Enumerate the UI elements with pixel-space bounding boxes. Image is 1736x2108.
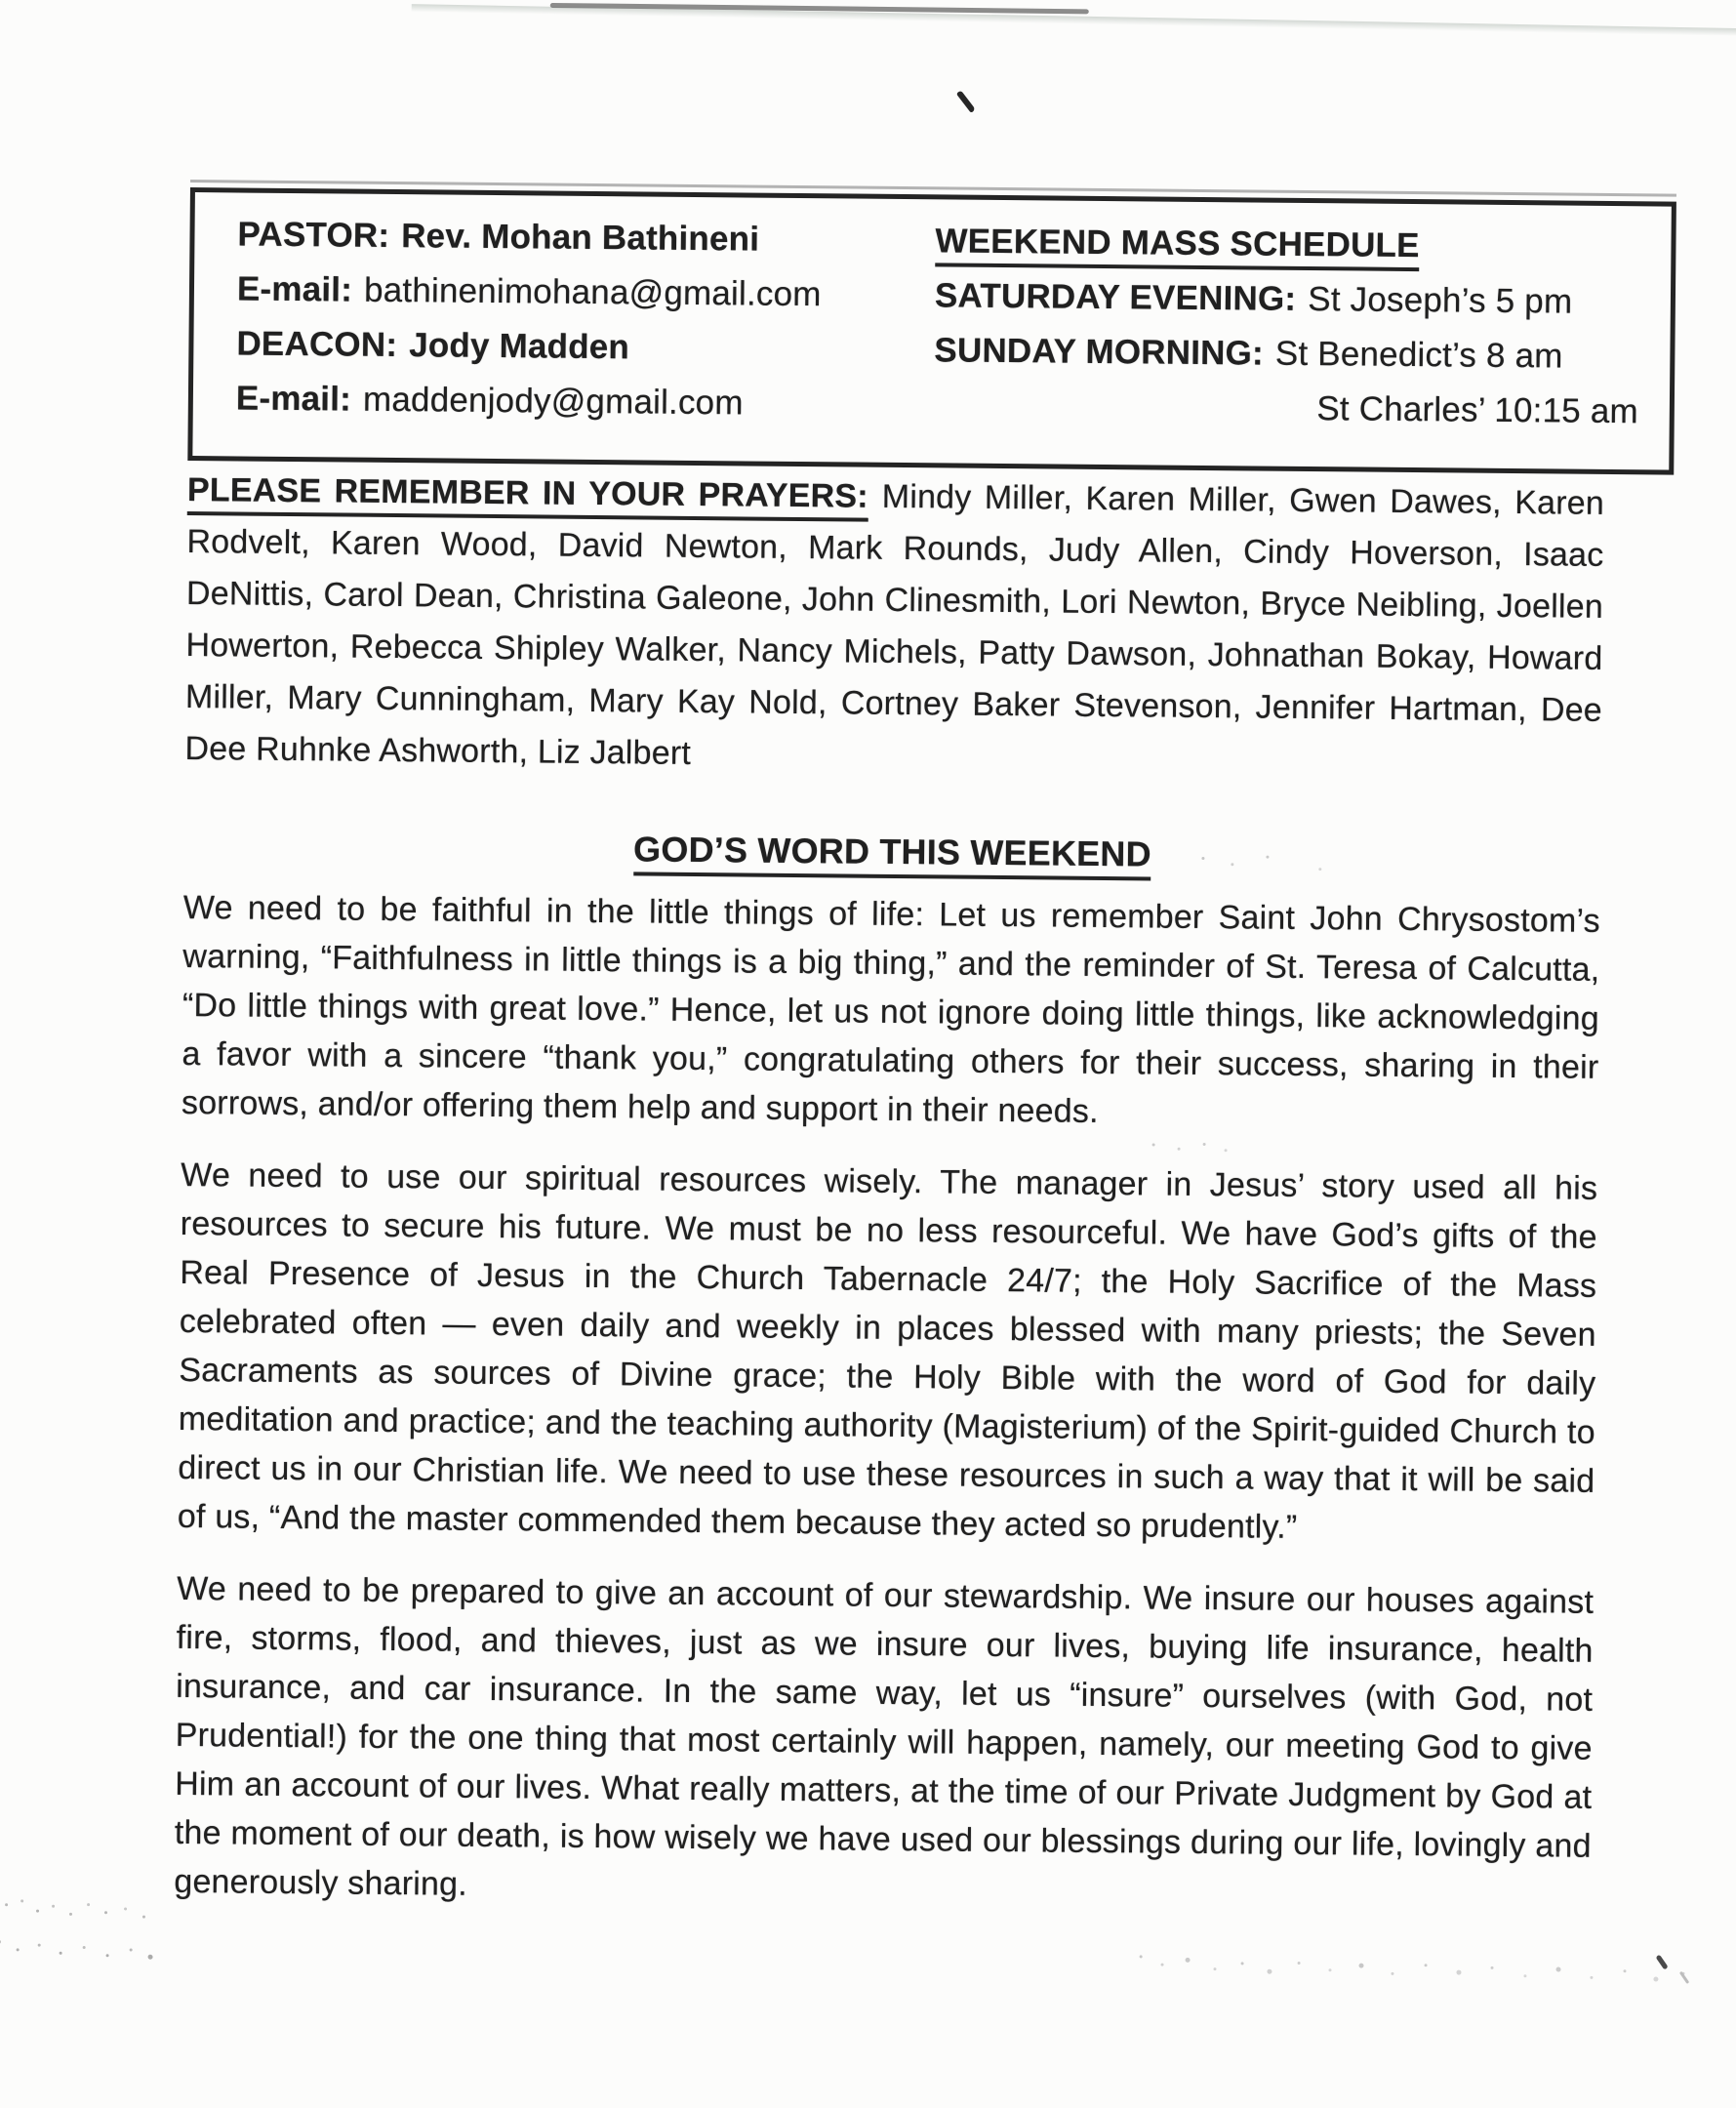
deacon-name: Jody Madden bbox=[408, 326, 630, 367]
deacon-line bbox=[236, 316, 935, 378]
scan-speckle-mark-corner bbox=[1656, 1955, 1669, 1970]
contact-schedule-box bbox=[187, 187, 1676, 475]
paragraph-stewardship: We need to be prepared to give an account of our stewardship. We insure our houses against fire, storms, flood, and thieves, just as we insure our lives, buying life insurance, health insurance, and car insurance. In the same way, let us “insure” ourselves (with God, not Prudential!) for the one thing that most certainly will happen, namely, our meeting God to give Him an account of our lives. What really matters, at the time of our Private Judgment by God at the moment of our death, is how wisely we have used our blessings during our life, lovingly and generously sharing. bbox=[174, 1569, 1595, 1903]
prayers-section bbox=[184, 465, 1604, 789]
pastor-email-label: E-mail: bbox=[236, 269, 353, 309]
pastor-label: PASTOR: bbox=[237, 215, 390, 255]
deacon-label: DEACON: bbox=[236, 324, 398, 365]
scan-speckle-near-paragraph bbox=[1152, 1144, 1155, 1147]
contact-info-column bbox=[235, 207, 935, 448]
paragraph-resources: We need to use our spiritual resources wisely. The manager in Jesus’ story used all his resources to secure his future. We must be no less resourceful. We have God’s gifts of the Real Presence of Jesus in the Church Tabernacle 24/7; the Holy Sacrifice of the Mass celebrated often — even daily and weekly in places blessed with many priests; the Seven Sacraments as sources of Divine grace; the Holy Bible with the word of God for daily meditation and practice; and the teaching authority (Magisterium) of the Spirit-guided Church to direct us in our Christian life. We need to use these resources in such a way that it will be said of us, “And the master commended them because they acted so prudently.” bbox=[177, 1155, 1598, 1546]
prayers-names: Mindy Miller, Karen Miller, Gwen Dawes, Karen Rodvelt, Karen Wood, David Newton, Mark Rounds, Judy Allen, Cindy Hoverson, Isaac DeNittis, Carol Dean, Christina Galeone, John Clinesmith, Lori Newton, Bryce Neibling, Joellen Howerton, Rebecca Shipley Walker, Nancy Michels, Patty Dawson, Johnathan Bokay, Howard Miller, Mary Cunningham, Mary Kay Nold, Cortney Baker Stevenson, Jennifer Hartman, Dee Dee Ruhnke Ashworth, Liz Jalbert bbox=[184, 477, 1605, 772]
sunday-value: St Benedict’s 8 am bbox=[1274, 334, 1563, 376]
pastor-line bbox=[237, 207, 936, 268]
pastor-name: Rev. Mohan Bathineni bbox=[400, 217, 760, 259]
paragraph-faithfulness: We need to be faithful in the little things of life: Let us remember Saint John Chrysostom’s warning, “Faithfulness in little things is a big thing,” and the reminder of St. Teresa of Calcutta, “Do little things with great love.” Hence, let us not ignore doing little things, like acknowledging a favor with a sincere “thank you,” congratulating others for their success, sharing in their sorrows, and/or offering them help and support in their needs. bbox=[181, 888, 1601, 1130]
sunday-value-2: St Charles’ 10:15 am bbox=[1316, 389, 1639, 431]
scan-speckle-near-heading bbox=[1201, 857, 1204, 860]
gods-word-body bbox=[174, 883, 1600, 1920]
pastor-email-line bbox=[237, 262, 936, 323]
deacon-email-line bbox=[236, 371, 935, 432]
mass-schedule-title: WEEKEND MASS SCHEDULE bbox=[935, 222, 1420, 271]
saturday-mass-line bbox=[935, 268, 1650, 330]
gods-word-heading-text: GOD’S WORD THIS WEEKEND bbox=[633, 829, 1151, 880]
mass-schedule-title-line bbox=[935, 214, 1650, 275]
sunday-mass-line-2 bbox=[934, 378, 1649, 439]
saturday-label: SATURDAY EVENING: bbox=[934, 276, 1297, 318]
pastor-email: bathinenimohana@gmail.com bbox=[363, 270, 822, 314]
sunday-label: SUNDAY MORNING: bbox=[934, 331, 1265, 373]
gods-word-heading bbox=[183, 825, 1600, 879]
deacon-email: maddenjody@gmail.com bbox=[362, 380, 744, 423]
sunday-mass-line bbox=[934, 323, 1649, 385]
deacon-email-label: E-mail: bbox=[235, 379, 352, 419]
scan-speckle-cluster-right bbox=[1140, 1955, 1143, 1958]
scan-tick-mark bbox=[956, 90, 976, 112]
prayers-heading: PLEASE REMEMBER IN YOUR PRAYERS: bbox=[187, 471, 868, 522]
saturday-value: St Joseph’s 5 pm bbox=[1308, 279, 1573, 321]
mass-schedule-column bbox=[933, 214, 1649, 455]
